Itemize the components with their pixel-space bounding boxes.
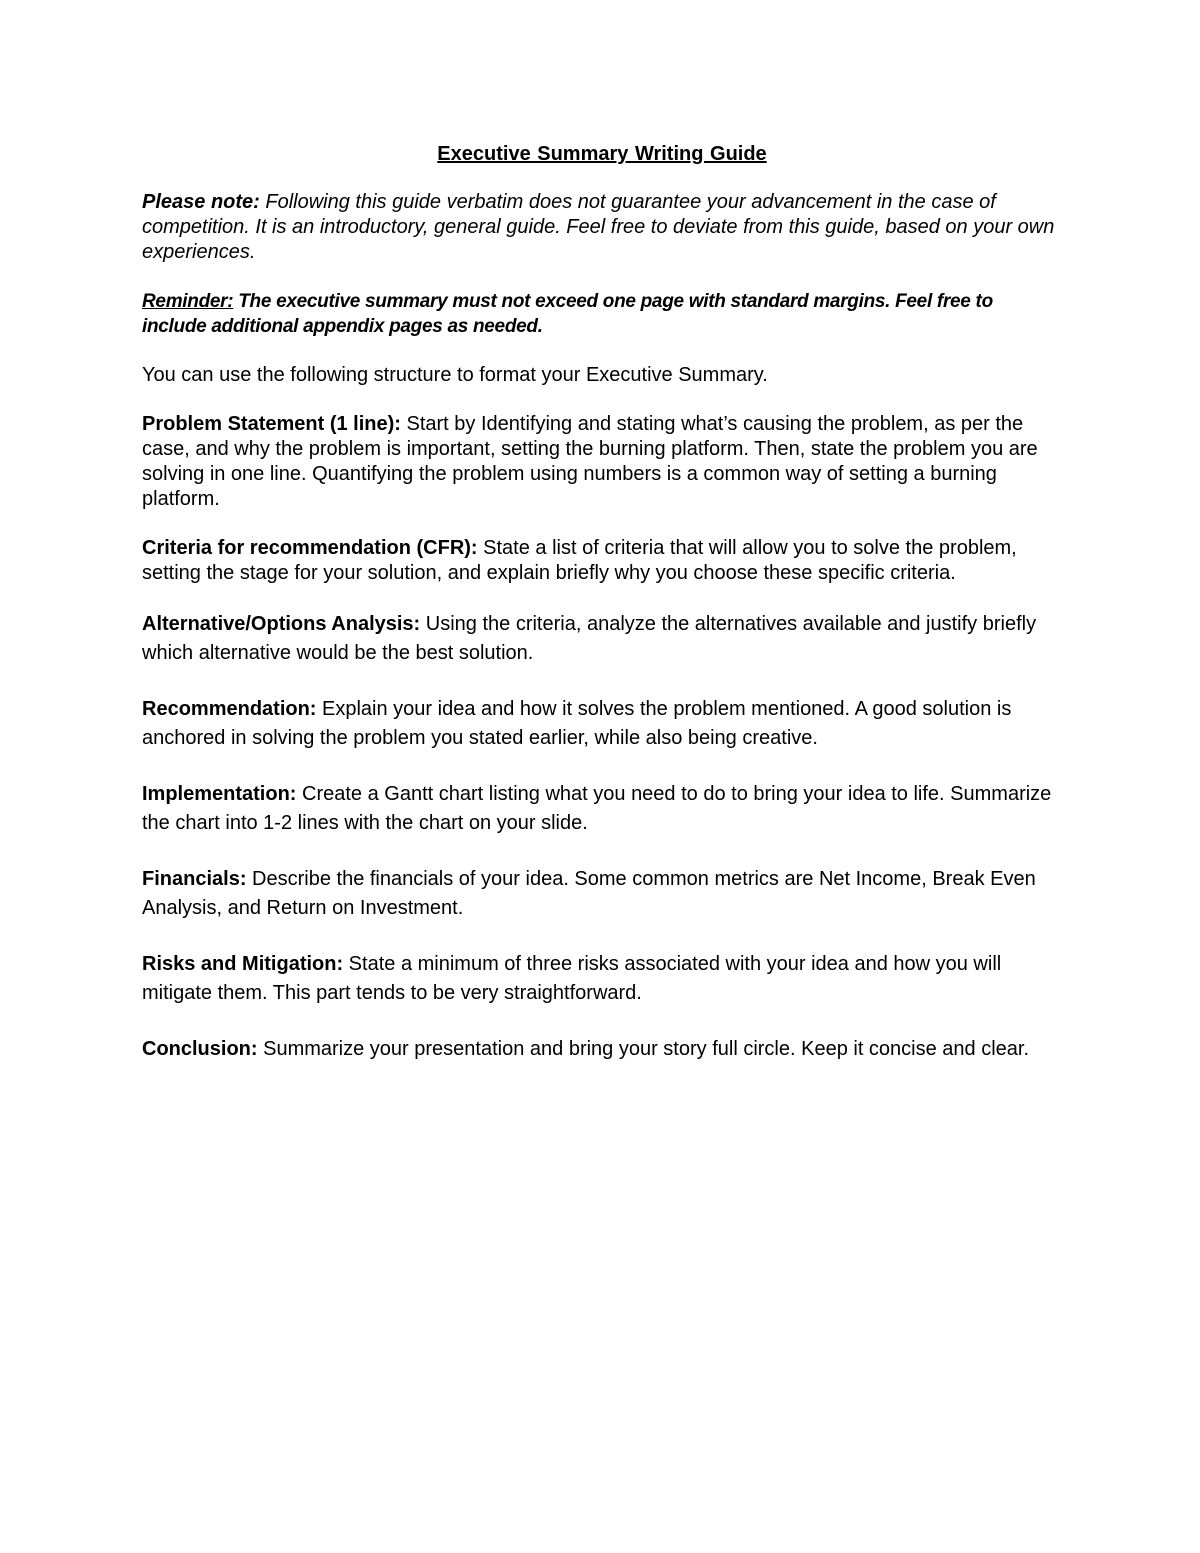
section-label: Recommendation: — [142, 698, 317, 720]
reminder-label: Reminder: — [142, 291, 234, 312]
section-label: Problem Statement (1 line): — [142, 413, 401, 435]
section-label: Alternative/Options Analysis: — [142, 613, 421, 635]
section-label: Risks and Mitigation: — [142, 953, 344, 975]
section-problem-statement — [142, 412, 1062, 512]
section-risks — [142, 950, 1062, 1008]
note-label: Please note: — [142, 191, 260, 213]
section-text: Summarize your presentation and bring your story full circle. Keep it concise and clear. — [257, 1038, 1030, 1060]
reminder-paragraph — [142, 289, 1062, 339]
section-text: State a minimum of three risks associated with your idea and how you will mitigate them. This part tends to be very straightforward. — [142, 953, 1002, 1004]
section-text: Describe the financials of your idea. Some common metrics are Net Income, Break Even Analysis, and Return on Investment. — [142, 868, 1036, 919]
section-criteria — [142, 536, 1062, 586]
intro-paragraph: You can use the following structure to format your Executive Summary. — [142, 364, 768, 386]
note-paragraph — [142, 190, 1062, 265]
section-label: Implementation: — [142, 783, 297, 805]
section-conclusion — [142, 1035, 1062, 1064]
reminder-text: The executive summary must not exceed one page with standard margins. Feel free to include additional appendix pages as needed. — [142, 291, 993, 337]
document-title: Executive Summary Writing Guide — [437, 143, 767, 165]
section-text: Using the criteria, analyze the alternatives available and justify briefly which alternative would be the best solution. — [142, 613, 1037, 664]
note-text: Following this guide verbatim does not guarantee your advancement in the case of competition. It is an introductory, general guide. Feel free to deviate from this guide, based on your own experiences. — [142, 191, 1055, 263]
document-page — [142, 140, 1062, 1091]
section-text: Create a Gantt chart listing what you need to do to bring your idea to life. Summarize the chart into 1-2 lines with the chart on your slide. — [142, 783, 1052, 834]
section-alternatives — [142, 610, 1062, 668]
section-label: Financials: — [142, 868, 247, 890]
section-label: Criteria for recommendation (CFR): — [142, 537, 478, 559]
section-text: State a list of criteria that will allow you to solve the problem, setting the stage for your solution, and explain briefly why you choose these specific criteria. — [142, 537, 1017, 584]
section-implementation — [142, 780, 1062, 838]
section-text: Explain your idea and how it solves the problem mentioned. A good solution is anchored in solving the problem you stated earlier, while also being creative. — [142, 698, 1012, 749]
section-recommendation — [142, 695, 1062, 753]
section-financials — [142, 865, 1062, 923]
section-label: Conclusion: — [142, 1038, 258, 1060]
section-text: Start by Identifying and stating what’s causing the problem, as per the case, and why the problem is important, setting the burning platform. Then, state the problem you are solving in one line. Quantifying the problem using numbers is a common way of setting a burning platform. — [142, 413, 1038, 510]
